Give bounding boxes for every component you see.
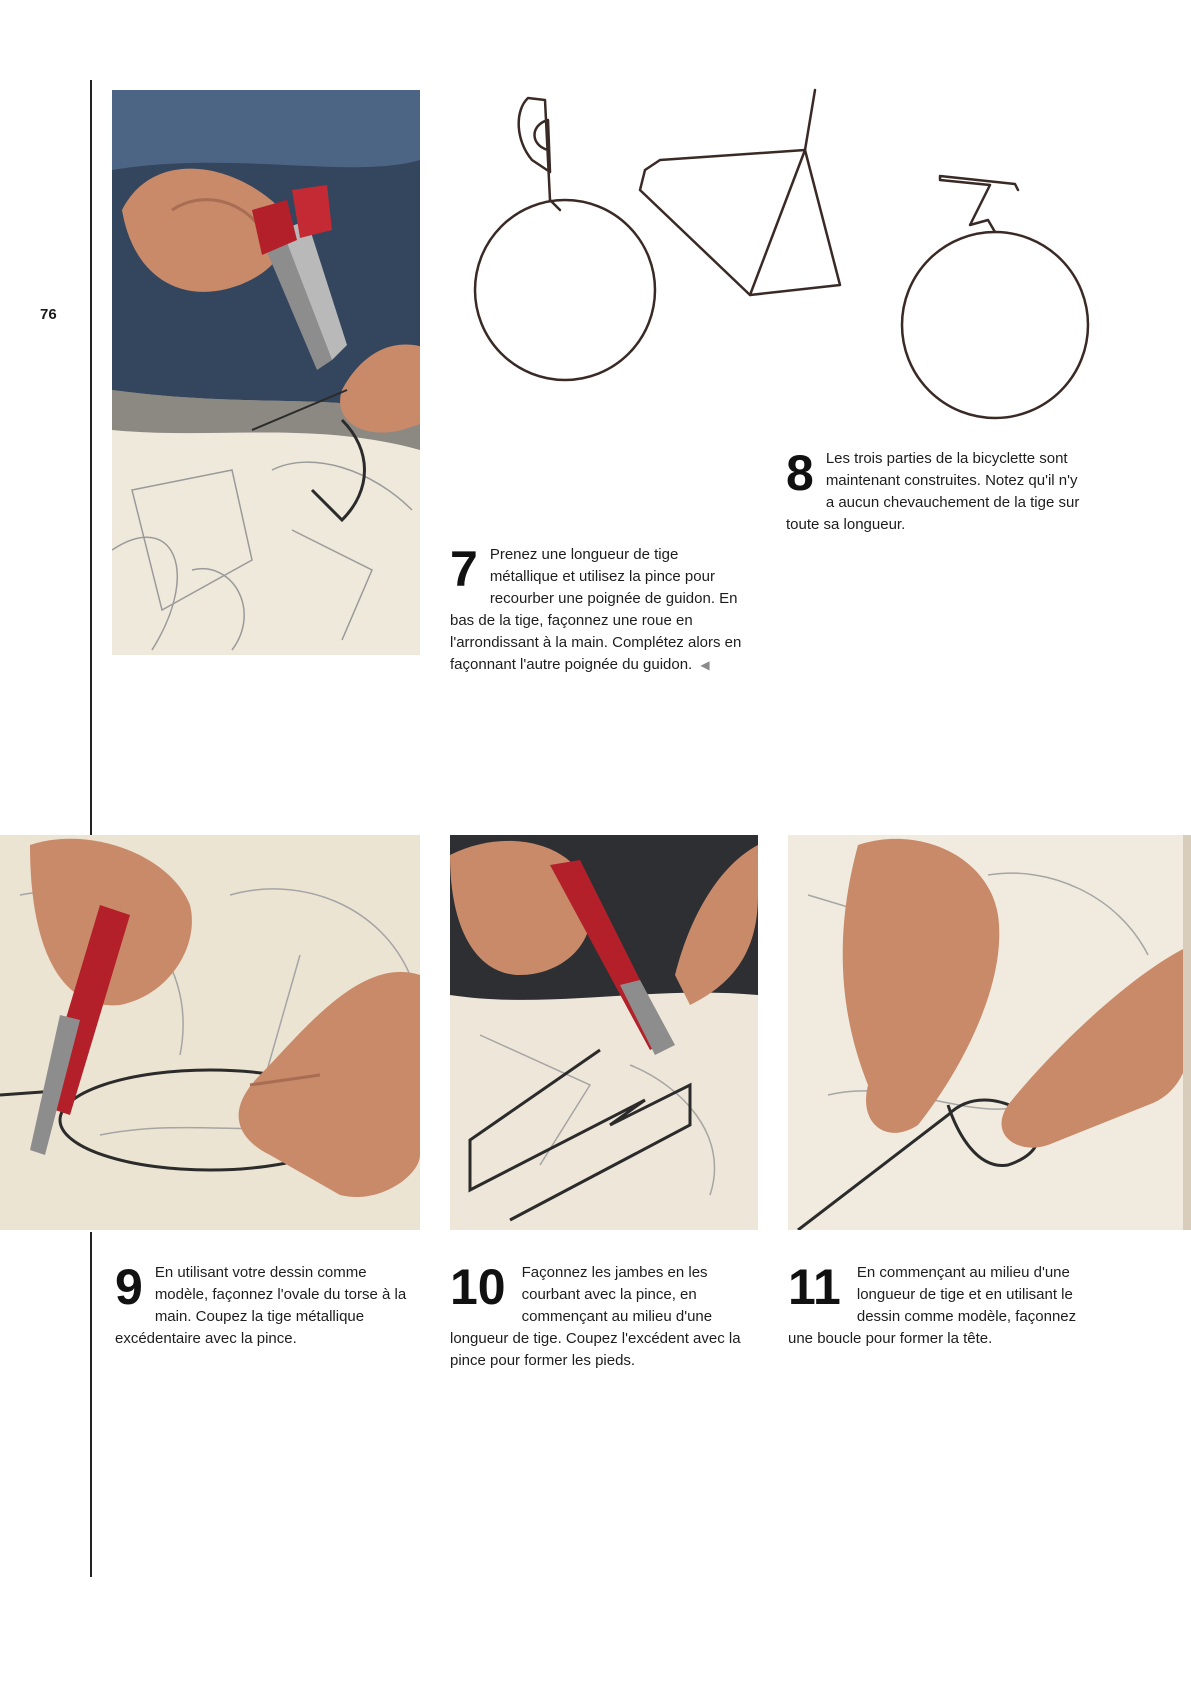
- step-number: 7: [450, 541, 478, 597]
- step-9-caption: [115, 1259, 415, 1350]
- step-text: Façonnez les jambes en les courbant avec la pince, en commençant au milieu d'une longueur de tige. Coupez l'excédent avec la pince pour former les pieds.: [450, 1264, 741, 1369]
- step-7-caption: [450, 541, 750, 676]
- page-margin-rule: [90, 80, 92, 840]
- continue-arrow-icon: ◀: [700, 658, 710, 672]
- step-number: 10: [450, 1259, 506, 1315]
- step-number: 9: [115, 1259, 143, 1315]
- bicycle-wire-drawing: [470, 80, 1100, 430]
- photo-step-11: [788, 835, 1191, 1230]
- page-number: 76: [40, 306, 57, 323]
- step-number: 8: [786, 445, 814, 501]
- step-text: En utilisant votre dessin comme modèle, façonnez l'ovale du torse à la main. Coupez la tige métallique excédentaire avec la pince.: [115, 1264, 407, 1347]
- step-text: Les trois parties de la bicyclette sont maintenant construites. Notez qu'il n'y a aucun chevauchement de la tige sur toute sa longueur.: [786, 450, 1080, 533]
- step-number: 11: [788, 1259, 841, 1315]
- step-8-caption: [786, 445, 1086, 536]
- step-10-caption: [450, 1259, 750, 1372]
- step-text: En commençant au milieu d'une longueur de tige et en utilisant le dessin comme modèle, façonnez une boucle pour former la tête.: [788, 1264, 1077, 1347]
- photo-step-9: [0, 835, 420, 1230]
- page-margin-rule-lower: [90, 1232, 92, 1577]
- step-11-caption: [788, 1259, 1088, 1350]
- photo-step-7: [112, 90, 420, 655]
- step-text: Prenez une longueur de tige métallique et utilisez la pince pour recourber une poignée de guidon. En bas de la tige, façonnez une roue en l'arrondissant à la main. Complétez alors en façonnant l'autre poignée du guidon.: [450, 546, 742, 673]
- photo-step-10: [450, 835, 758, 1230]
